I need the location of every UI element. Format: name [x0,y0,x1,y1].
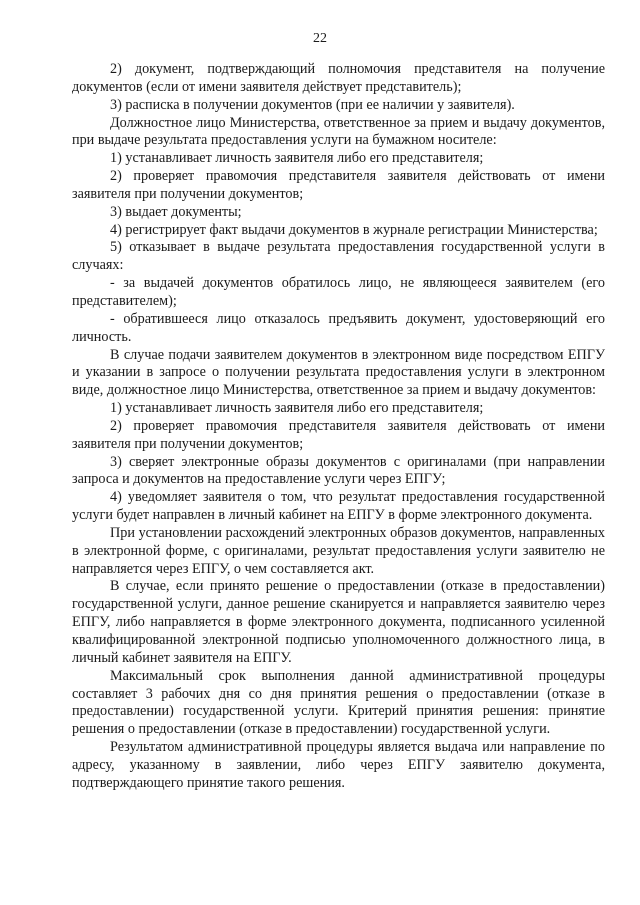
paragraph: В случае, если принято решение о предоставлении (отказе в предоставлении) государственной услуги, данное решение сканируется и направляется заявителю через ЕПГУ, либо направляется в форме электронного документа, подписанного усиленной квалифицированной электронной подписью уполномоченного должностного лица, в личный кабинет заявителя на ЕПГУ. [72,578,605,666]
paragraph: 2) проверяет правомочия представителя заявителя действовать от имени заявителя при получении документов; [72,168,605,202]
paragraph: 1) устанавливает личность заявителя либо его представителя; [110,150,484,167]
paragraph: При установлении расхождений электронных образов документов, направленных в электронной форме, с оригиналами, результат предоставления услуги заявителю не направляется через ЕПГУ, о чем составляется акт. [72,524,605,577]
paragraph: 4) регистрирует факт выдачи документов в журнале регистрации Министерства; [110,221,598,238]
paragraph: 1) устанавливает личность заявителя либо его представителя; [110,400,484,417]
paragraph: 4) уведомляет заявителя о том, что результат предоставления государственной услуги будет направлен в личный кабинет на ЕПГУ в форме электронного документа. [72,489,605,524]
document-body [72,61,605,793]
paragraph: 2) проверяет правомочия представителя заявителя действовать от имени заявителя при получении документов; [72,417,605,452]
page-number: 22 [313,31,327,46]
paragraph: Максимальный срок выполнения данной административной процедуры составляет 3 рабочих дня со дня принятия решения о предоставлении (отказе в предоставлении) государственной услуги. Критерий принятия решения: принятие решения о предоставлении (отказе в предоставлении) государственной услуги. [72,667,605,738]
paragraph: Должностное лицо Министерства, ответственное за прием и выдачу документов, при выдаче результата предоставления услуги на бумажном носителе: [72,114,605,149]
paragraph: 3) расписка в получении документов (при ее наличии у заявителя). [110,96,515,113]
paragraph: Результатом административной процедуры является выдача или направление по адресу, указанному в заявлении, либо через ЕПГУ заявителю документа, подтверждающего принятие такого решения. [72,739,605,791]
paragraph: 3) сверяет электронные образы документов с оригиналами (при направлении запроса и документов на предоставление услуги через ЕПГУ; [72,453,605,488]
paragraph: 5) отказывает в выдаче результата предоставления государственной услуги в случаях: [72,239,605,274]
paragraph: 3) выдает документы; [110,203,242,220]
paragraph: 2) документ, подтверждающий полномочия представителя на получение документов (если от имени заявителя действует представитель); [72,61,605,95]
paragraph: - за выдачей документов обратилось лицо, не являющееся заявителем (его представителем); [72,275,605,309]
paragraph: В случае подачи заявителем документов в электронном виде посредством ЕПГУ и указании в запросе о получении результата предоставления услуги в электронном виде, должностное лицо Министерства, ответственное за прием и выдачу документов: [72,346,605,399]
paragraph: - обратившееся лицо отказалось предъявить документ, удостоверяющий его личность. [72,310,605,345]
